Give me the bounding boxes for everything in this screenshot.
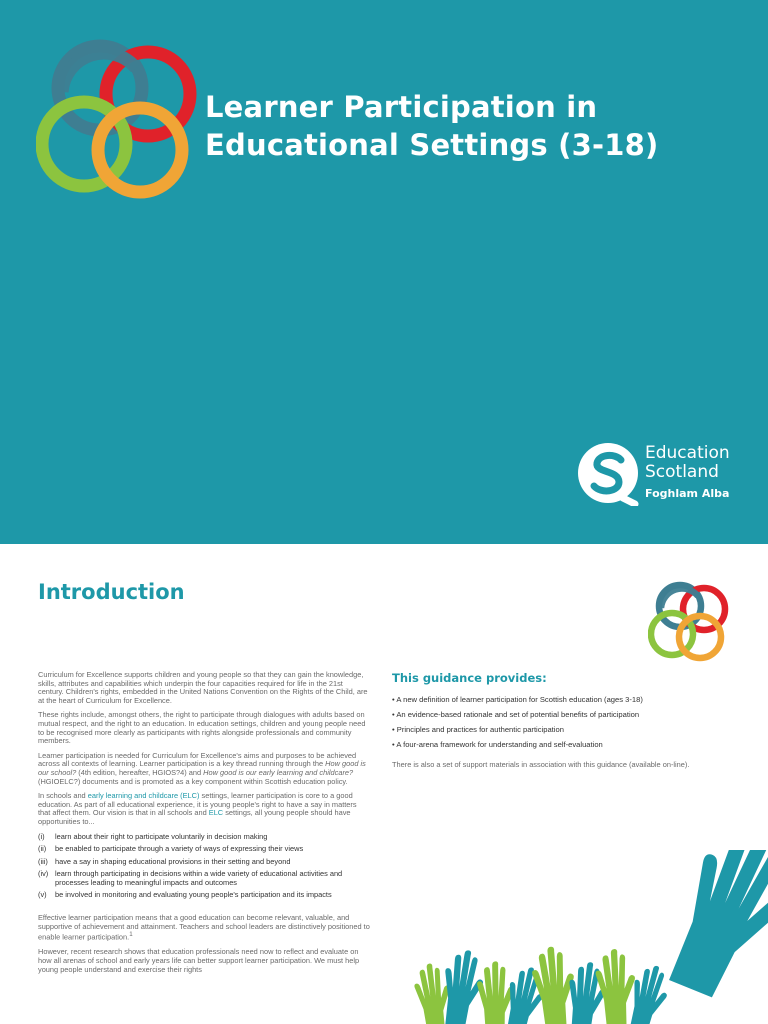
list-item-text: learn about their right to participate voluntarily in decision making: [55, 831, 268, 841]
introduction-heading: Introduction: [38, 580, 185, 604]
raised-hands-illustration: [400, 850, 768, 1024]
cover-title: [205, 88, 658, 164]
list-item: [38, 870, 370, 887]
intro-p5-text: Effective learner participation means that a good education can become relevant, valuable, and supportive of achievement and attainment. Teachers and school leaders are distinctively positioned to enable learner participation.: [38, 913, 370, 942]
intro-p4-text-1: In schools and: [38, 791, 88, 801]
intro-paragraph-2: These rights include, amongst others, the right to participate through dialogues with adults based on mutual respect, and the right to an education. In education settings, children and young people need to be recognised more clearly as participants with rights alongside professionals and community members.: [38, 710, 366, 746]
list-item: • A four-arena framework for understanding and self-evaluation: [392, 740, 603, 749]
rings-logo-icon: [36, 36, 200, 200]
intro-p4-text-2: settings, learner participation is core to a good education. As part of all educational experience, it is young people's right to have a say in matters that affect them. Our vision is that in all schools and: [38, 791, 357, 818]
list-item-number: (i): [38, 831, 45, 841]
list-item-number: (iii): [38, 856, 48, 866]
hand-icon: [625, 962, 673, 1024]
opportunities-list: [38, 833, 370, 901]
guidance-heading: This guidance provides:: [392, 671, 547, 685]
guidance-list: [392, 695, 722, 749]
hand-large-icon: [657, 850, 768, 1009]
list-item-text: have a say in shaping educational provisions in their setting and beyond: [55, 856, 291, 866]
footnote-marker[interactable]: 1: [129, 931, 133, 939]
rings-logo-small-icon: [648, 580, 730, 662]
intro-p3-text-3: (HGIOELC?) documents and is promoted as a key component within Scottish education policy.: [38, 776, 348, 786]
list-item: • Principles and practices for authentic participation: [392, 725, 564, 734]
list-item-number: (ii): [38, 844, 47, 854]
list-item-number: (iv): [38, 869, 49, 879]
list-item-number: (v): [38, 890, 47, 900]
list-item-text: be enabled to participate through a variety of ways of expressing their views: [55, 844, 304, 854]
hand-icon: [566, 961, 608, 1024]
intro-paragraph-1: Curriculum for Excellence supports children and young people so that they can gain the knowledge, skills, attributes and capabilities which underpin the four capacities required for life in the 21st century. Children's rights, embedded in the United Nations Convention on the Rights of the Child, are at the heart of Curriculum for Excellence.: [38, 670, 368, 705]
list-item: • A new definition of learner participation for Scottish education (ages 3-18): [392, 695, 643, 704]
intro-p3-italic-1: How good is our school?: [38, 759, 366, 777]
intro-p3-italic-2: How good is our early learning and childcare?: [203, 767, 354, 777]
logo-line-1: Education: [645, 443, 730, 463]
intro-p4-link-elc[interactable]: early learning and childcare (ELC): [87, 791, 200, 801]
list-item: [38, 858, 370, 867]
cover-title-line-1: Learner Participation in: [205, 90, 598, 124]
introduction-body: [38, 671, 370, 980]
logo-text: [645, 444, 730, 500]
list-item: • An evidence-based rationale and set of potential benefits of participation: [392, 710, 640, 719]
list-item: [38, 833, 370, 842]
intro-paragraph-6: However, recent research shows that education professionals need now to reflect and evaluate on how all arenas of school and early years life can better support learner participation. We must help young people understand and exercise their rights: [38, 947, 360, 974]
support-materials-text: There is also a set of support materials in association with this guidance (available on-line).: [392, 760, 690, 769]
intro-p4-link-elc-2[interactable]: ELC: [208, 808, 224, 818]
intro-p4-text-3: settings, all young people should have opportunities to...: [38, 808, 351, 826]
hand-icon: [593, 947, 639, 1024]
intro-p3-text-1: Learner participation is needed for Curriculum for Excellence's aims and purposes to be achieved across all contexts of learning. Learner participation is a key thread running through the: [38, 750, 357, 769]
logo-subtitle: Foghlam Alba: [645, 487, 730, 500]
guidance-box: [392, 671, 722, 770]
education-scotland-e-icon: [577, 440, 639, 506]
list-item: [38, 845, 370, 854]
list-item-text: be involved in monitoring and evaluating young people's participation and its impacts: [55, 890, 332, 900]
intro-p3-text-2: (4th edition, hereafter, HGIOS?4) and: [76, 767, 204, 777]
intro-paragraph-5: [38, 914, 370, 942]
intro-paragraph-4: [38, 792, 370, 826]
logo-line-2: Scotland: [645, 462, 719, 482]
list-item-text: learn through participating in decisions within a wide variety of educational activities and processes leading to meaningful impacts and outcomes: [55, 869, 343, 887]
education-scotland-logo: [577, 440, 747, 510]
cover-title-line-2: Educational Settings (3-18): [205, 128, 659, 162]
intro-paragraph-3: [38, 752, 370, 786]
list-item: [38, 891, 370, 900]
